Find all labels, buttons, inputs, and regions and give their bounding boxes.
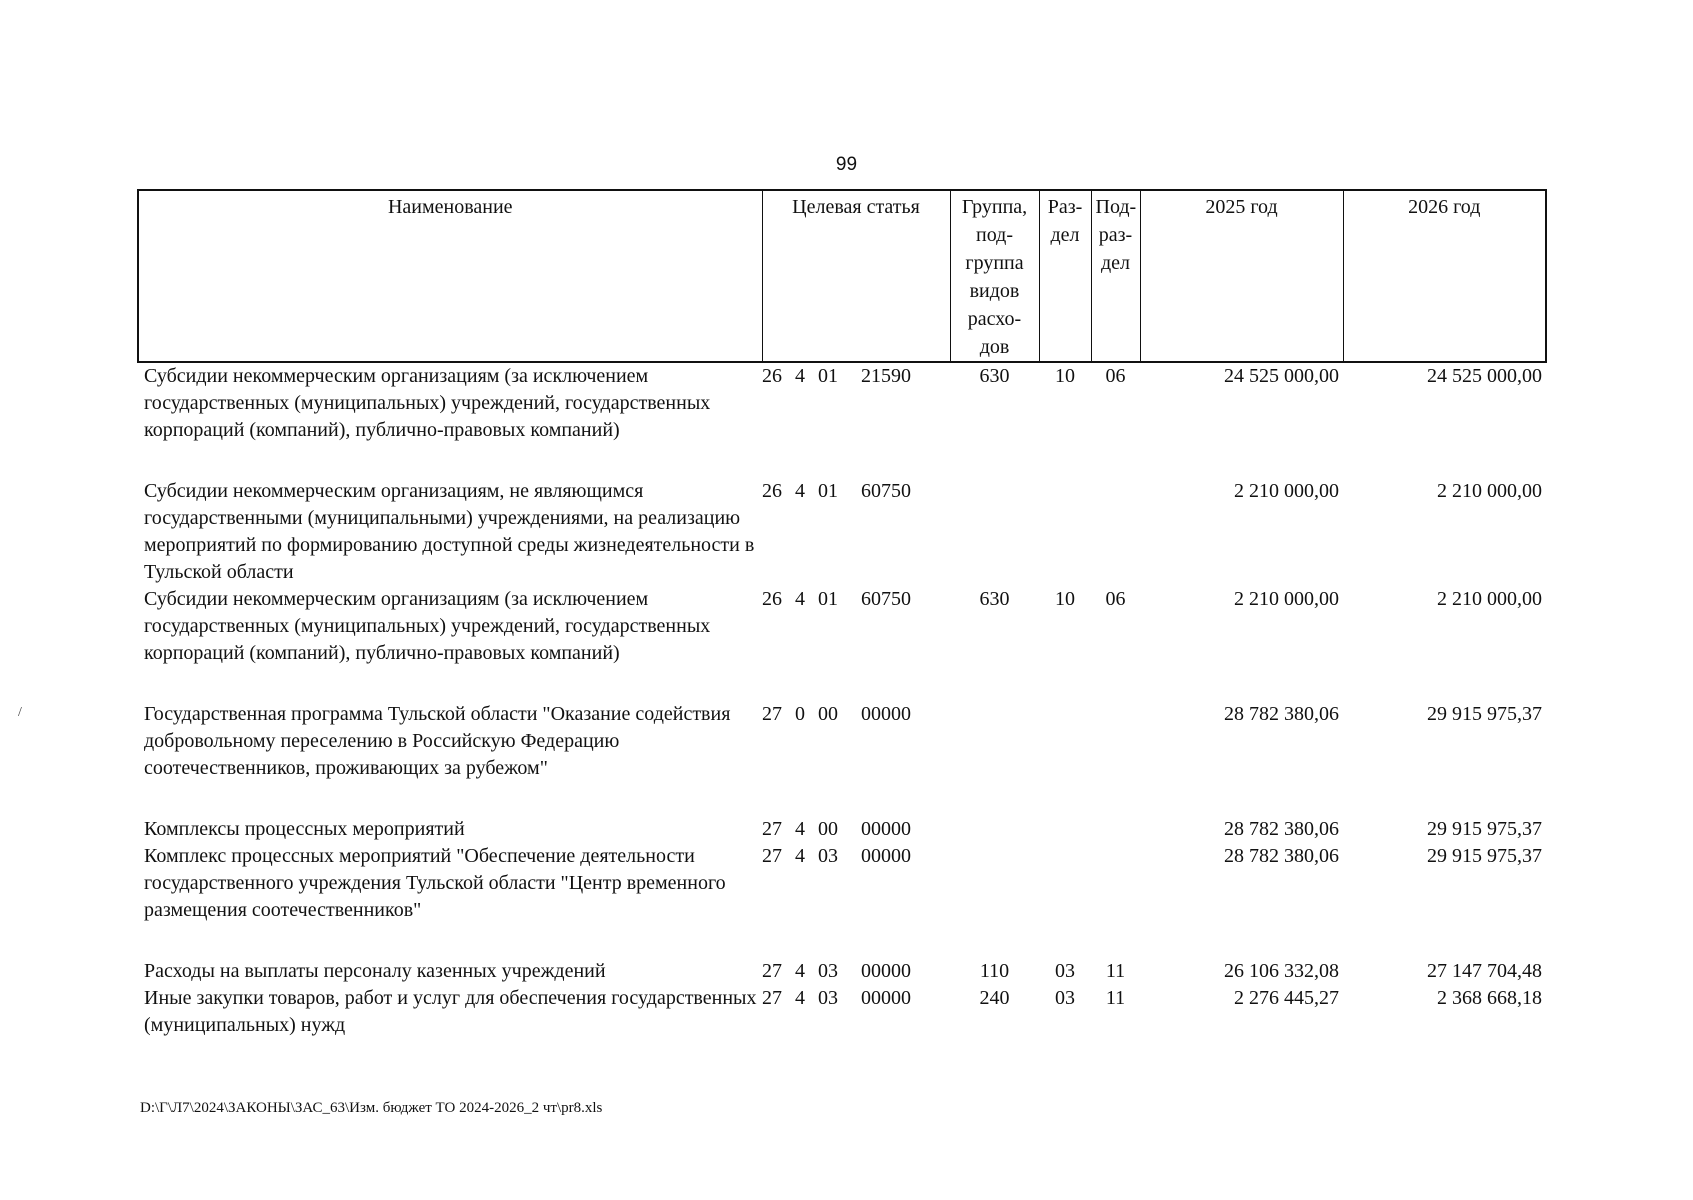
table-header-row bbox=[138, 190, 1546, 362]
row-target-code bbox=[762, 586, 950, 701]
code-main-event: 03 bbox=[818, 960, 838, 982]
code-main-event: 01 bbox=[818, 588, 838, 610]
row-section bbox=[1039, 816, 1091, 843]
code-subprogram: 4 bbox=[795, 480, 805, 502]
row-subsection bbox=[1091, 816, 1140, 843]
row-section bbox=[1039, 701, 1091, 816]
code-direction: 21590 bbox=[861, 365, 911, 387]
table-row bbox=[138, 701, 1546, 816]
code-main-event: 00 bbox=[818, 703, 838, 725]
row-name: Субсидии некоммерческим организациям, не являющимся государственными (муниципальными) учреждениями, на реализацию мероприятий по формированию доступной среды жизнедеятельности в Тульской области bbox=[144, 480, 755, 583]
row-amount-2025: 2 276 445,27 bbox=[1234, 987, 1339, 1009]
table-row bbox=[138, 478, 1546, 586]
row-subsection: 06 bbox=[1105, 365, 1126, 387]
row-name: Комплексы процессных мероприятий bbox=[144, 818, 465, 840]
code-program: 27 bbox=[762, 818, 782, 840]
code-direction: 00000 bbox=[861, 845, 911, 867]
code-subprogram: 4 bbox=[795, 588, 805, 610]
margin-mark: / bbox=[18, 705, 22, 720]
row-name: Расходы на выплаты персоналу казенных учреждений bbox=[144, 960, 606, 982]
row-amount-2025: 28 782 380,06 bbox=[1224, 845, 1339, 867]
row-section: 03 bbox=[1055, 987, 1075, 1009]
row-group: 630 bbox=[979, 588, 1010, 610]
code-main-event: 03 bbox=[818, 845, 838, 867]
footer-file-path: D:\Г\Л7\2024\ЗАКОНЫ\ЗАС_63\Изм. бюджет ТО 2024-2026_2 чт\pr8.xls bbox=[140, 1100, 603, 1116]
row-amount-2025: 28 782 380,06 bbox=[1224, 703, 1339, 725]
code-program: 27 bbox=[762, 703, 782, 725]
row-amount-2026: 2 210 000,00 bbox=[1437, 588, 1542, 610]
row-group bbox=[950, 843, 1039, 958]
row-group bbox=[950, 478, 1039, 586]
row-name: Комплекс процессных мероприятий "Обеспечение деятельности государственного учреждения Тульской области "Центр временного размещения соотечественников" bbox=[144, 845, 726, 921]
row-target-code bbox=[762, 701, 950, 816]
row-section: 10 bbox=[1055, 365, 1075, 387]
header-target: Целевая статья bbox=[762, 190, 950, 362]
table-row bbox=[138, 843, 1546, 958]
row-section: 03 bbox=[1055, 960, 1075, 982]
code-direction: 60750 bbox=[861, 588, 911, 610]
budget-table bbox=[137, 189, 1547, 1039]
row-target-code bbox=[762, 985, 950, 1039]
code-program: 27 bbox=[762, 987, 782, 1009]
row-name: Государственная программа Тульской области "Оказание содействия добровольному переселению в Российскую Федерацию соотечественников, проживающих за рубежом" bbox=[144, 703, 731, 779]
row-target-code bbox=[762, 843, 950, 958]
row-section bbox=[1039, 478, 1091, 586]
row-name: Субсидии некоммерческим организациям (за исключением государственных (муниципальных) учреждений, государственных корпораций (компаний), публично-правовых компаний) bbox=[144, 588, 711, 664]
code-subprogram: 4 bbox=[795, 960, 805, 982]
header-2025: 2025 год bbox=[1140, 190, 1343, 362]
code-main-event: 03 bbox=[818, 987, 838, 1009]
header-group: Группа, под-группа видов расхо-дов bbox=[950, 190, 1039, 362]
row-group: 110 bbox=[979, 960, 1010, 982]
code-subprogram: 4 bbox=[795, 987, 805, 1009]
row-amount-2026: 27 147 704,48 bbox=[1427, 960, 1542, 982]
code-program: 27 bbox=[762, 960, 782, 982]
row-group bbox=[950, 816, 1039, 843]
row-amount-2026: 29 915 975,37 bbox=[1427, 845, 1542, 867]
header-name: Наименование bbox=[138, 190, 762, 362]
row-subsection: 06 bbox=[1105, 588, 1126, 610]
code-program: 26 bbox=[762, 588, 782, 610]
header-subsection: Под-раз-дел bbox=[1091, 190, 1140, 362]
row-group bbox=[950, 701, 1039, 816]
row-amount-2025: 26 106 332,08 bbox=[1224, 960, 1339, 982]
code-direction: 00000 bbox=[861, 703, 911, 725]
code-program: 26 bbox=[762, 480, 782, 502]
page-number: 99 bbox=[835, 154, 858, 175]
code-subprogram: 0 bbox=[795, 703, 805, 725]
row-amount-2025: 2 210 000,00 bbox=[1234, 588, 1339, 610]
code-direction: 00000 bbox=[861, 818, 911, 840]
table-row bbox=[138, 586, 1546, 701]
row-subsection bbox=[1091, 701, 1140, 816]
row-subsection bbox=[1091, 843, 1140, 958]
code-main-event: 00 bbox=[818, 818, 838, 840]
row-section bbox=[1039, 843, 1091, 958]
table-row bbox=[138, 958, 1546, 985]
code-direction: 00000 bbox=[861, 960, 911, 982]
row-subsection: 11 bbox=[1105, 987, 1126, 1009]
code-subprogram: 4 bbox=[795, 365, 805, 387]
row-amount-2025: 2 210 000,00 bbox=[1234, 480, 1339, 502]
code-main-event: 01 bbox=[818, 365, 838, 387]
code-program: 26 bbox=[762, 365, 782, 387]
code-subprogram: 4 bbox=[795, 818, 805, 840]
code-subprogram: 4 bbox=[795, 845, 805, 867]
row-amount-2026: 24 525 000,00 bbox=[1427, 365, 1542, 387]
row-group: 240 bbox=[979, 987, 1010, 1009]
row-name: Субсидии некоммерческим организациям (за исключением государственных (муниципальных) учреждений, государственных корпораций (компаний), публично-правовых компаний) bbox=[144, 365, 711, 441]
table-row bbox=[138, 985, 1546, 1039]
code-main-event: 01 bbox=[818, 480, 838, 502]
row-target-code bbox=[762, 816, 950, 843]
row-amount-2026: 2 210 000,00 bbox=[1437, 480, 1542, 502]
row-name: Иные закупки товаров, работ и услуг для обеспечения государственных (муниципальных) нужд bbox=[144, 987, 757, 1036]
table-row bbox=[138, 816, 1546, 843]
row-group: 630 bbox=[979, 365, 1010, 387]
code-program: 27 bbox=[762, 845, 782, 867]
row-target-code bbox=[762, 478, 950, 586]
row-subsection bbox=[1091, 478, 1140, 586]
row-section: 10 bbox=[1055, 588, 1075, 610]
code-direction: 60750 bbox=[861, 480, 911, 502]
header-section: Раз-дел bbox=[1039, 190, 1091, 362]
row-target-code bbox=[762, 362, 950, 478]
row-subsection: 11 bbox=[1105, 960, 1126, 982]
row-amount-2025: 24 525 000,00 bbox=[1224, 365, 1339, 387]
row-amount-2026: 29 915 975,37 bbox=[1427, 818, 1542, 840]
row-amount-2026: 2 368 668,18 bbox=[1437, 987, 1542, 1009]
row-target-code bbox=[762, 958, 950, 985]
row-amount-2026: 29 915 975,37 bbox=[1427, 703, 1542, 725]
header-2026: 2026 год bbox=[1343, 190, 1546, 362]
code-direction: 00000 bbox=[861, 987, 911, 1009]
row-amount-2025: 28 782 380,06 bbox=[1224, 818, 1339, 840]
table-row bbox=[138, 362, 1546, 478]
